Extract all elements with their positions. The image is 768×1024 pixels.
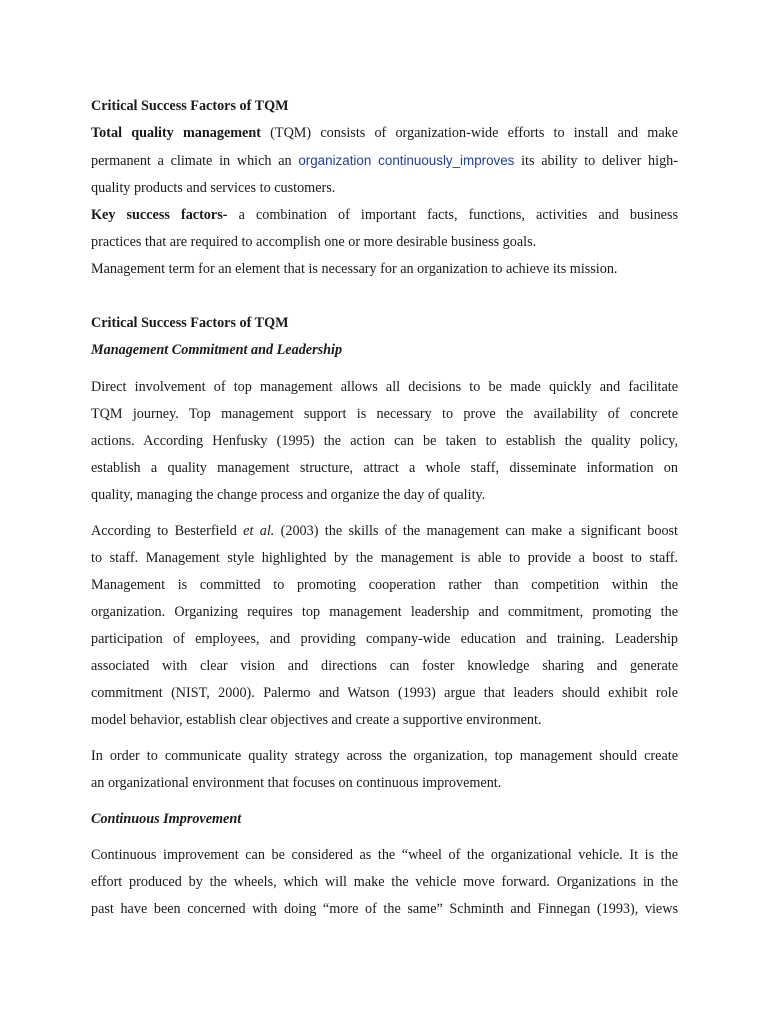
paragraph-4 [91, 842, 678, 923]
p2-line [91, 518, 678, 545]
p4-line: Continuous improvement can be considered as the “wheel of the organizational vehicle. It is the [91, 847, 678, 863]
tqm-text-c: its ability to deliver high- [521, 153, 679, 169]
tqm-line-1 [91, 120, 678, 147]
subhead-management-commitment: Management Commitment and Leadership [91, 342, 343, 358]
p4-line: effort produced by the wheels, which will make the vehicle move forward. Organizations in the [91, 874, 678, 890]
tqm-term: Total quality management [91, 125, 261, 141]
p3-line: an organizational environment that focuses on continuous improvement. [91, 775, 502, 791]
tqm-text-a: consists of organization-wide efforts to install and make [320, 125, 679, 141]
tqm-link[interactable]: organization continuously_improves [298, 153, 515, 168]
ksf-term: Key success factors- [91, 207, 228, 223]
paragraph-3 [91, 743, 678, 797]
paragraph-1 [91, 374, 678, 509]
p2-line: organization. Organizing requires top management leadership and commitment, promoting the [91, 604, 678, 620]
p2-line: commitment (NIST, 2000). Palermo and Watson (1993) argue that leaders should exhibit role [91, 685, 678, 701]
p2-line: to staff. Management style highlighted by the management is able to provide a boost to staff. [91, 550, 678, 566]
ksf-line-2: practices that are required to accomplish one or more desirable business goals. [91, 234, 537, 250]
p1-line: Direct involvement of top management allows all decisions to be made quickly and facilitate [91, 379, 678, 395]
management-term-line: Management term for an element that is necessary for an organization to achieve its mission. [91, 261, 618, 277]
section-title: Critical Success Factors of TQM [91, 98, 289, 114]
tqm-line-3: quality products and services to customers. [91, 180, 336, 196]
p3-line: In order to communicate quality strategy across the organization, top management should create [91, 748, 678, 764]
tqm-line-2 [91, 147, 678, 175]
p1-line: quality, managing the change process and organize the day of quality. [91, 487, 486, 503]
tqm-definition [91, 120, 678, 202]
ksf-definition [91, 202, 678, 256]
p1-line: establish a quality management structure, attract a whole staff, disseminate information on [91, 460, 678, 476]
paragraph-2 [91, 518, 678, 734]
ksf-text-a: a combination of important facts, functions, activities and business [238, 207, 679, 223]
p2-line: Management is committed to promoting cooperation rather than competition within the [91, 577, 678, 593]
tqm-abbr: (TQM) [270, 125, 312, 141]
section-title-2: Critical Success Factors of TQM [91, 315, 289, 331]
p2-etal: et al. [243, 523, 275, 539]
p2-line: model behavior, establish clear objectives and create a supportive environment. [91, 712, 542, 728]
tqm-text-b: permanent a climate in which an [91, 153, 292, 169]
p1-line: TQM journey. Top management support is necessary to prove the availability of concrete [91, 406, 678, 422]
p4-line: past have been concerned with doing “more of the same” Schminth and Finnegan (1993), views [91, 901, 678, 917]
subhead-continuous-improvement: Continuous Improvement [91, 811, 242, 827]
ksf-line-1 [91, 202, 678, 229]
p2-line: associated with clear vision and directions can foster knowledge sharing and generate [91, 658, 678, 674]
p2-first-b: (2003) the skills of the management can make a significant boost [280, 523, 679, 539]
p1-line: actions. According Henfusky (1995) the action can be taken to establish the quality policy, [91, 433, 678, 449]
p2-line: participation of employees, and providing company-wide education and training. Leadership [91, 631, 678, 647]
p2-first-a: According to Besterfield [91, 523, 237, 539]
document-page [91, 93, 678, 923]
